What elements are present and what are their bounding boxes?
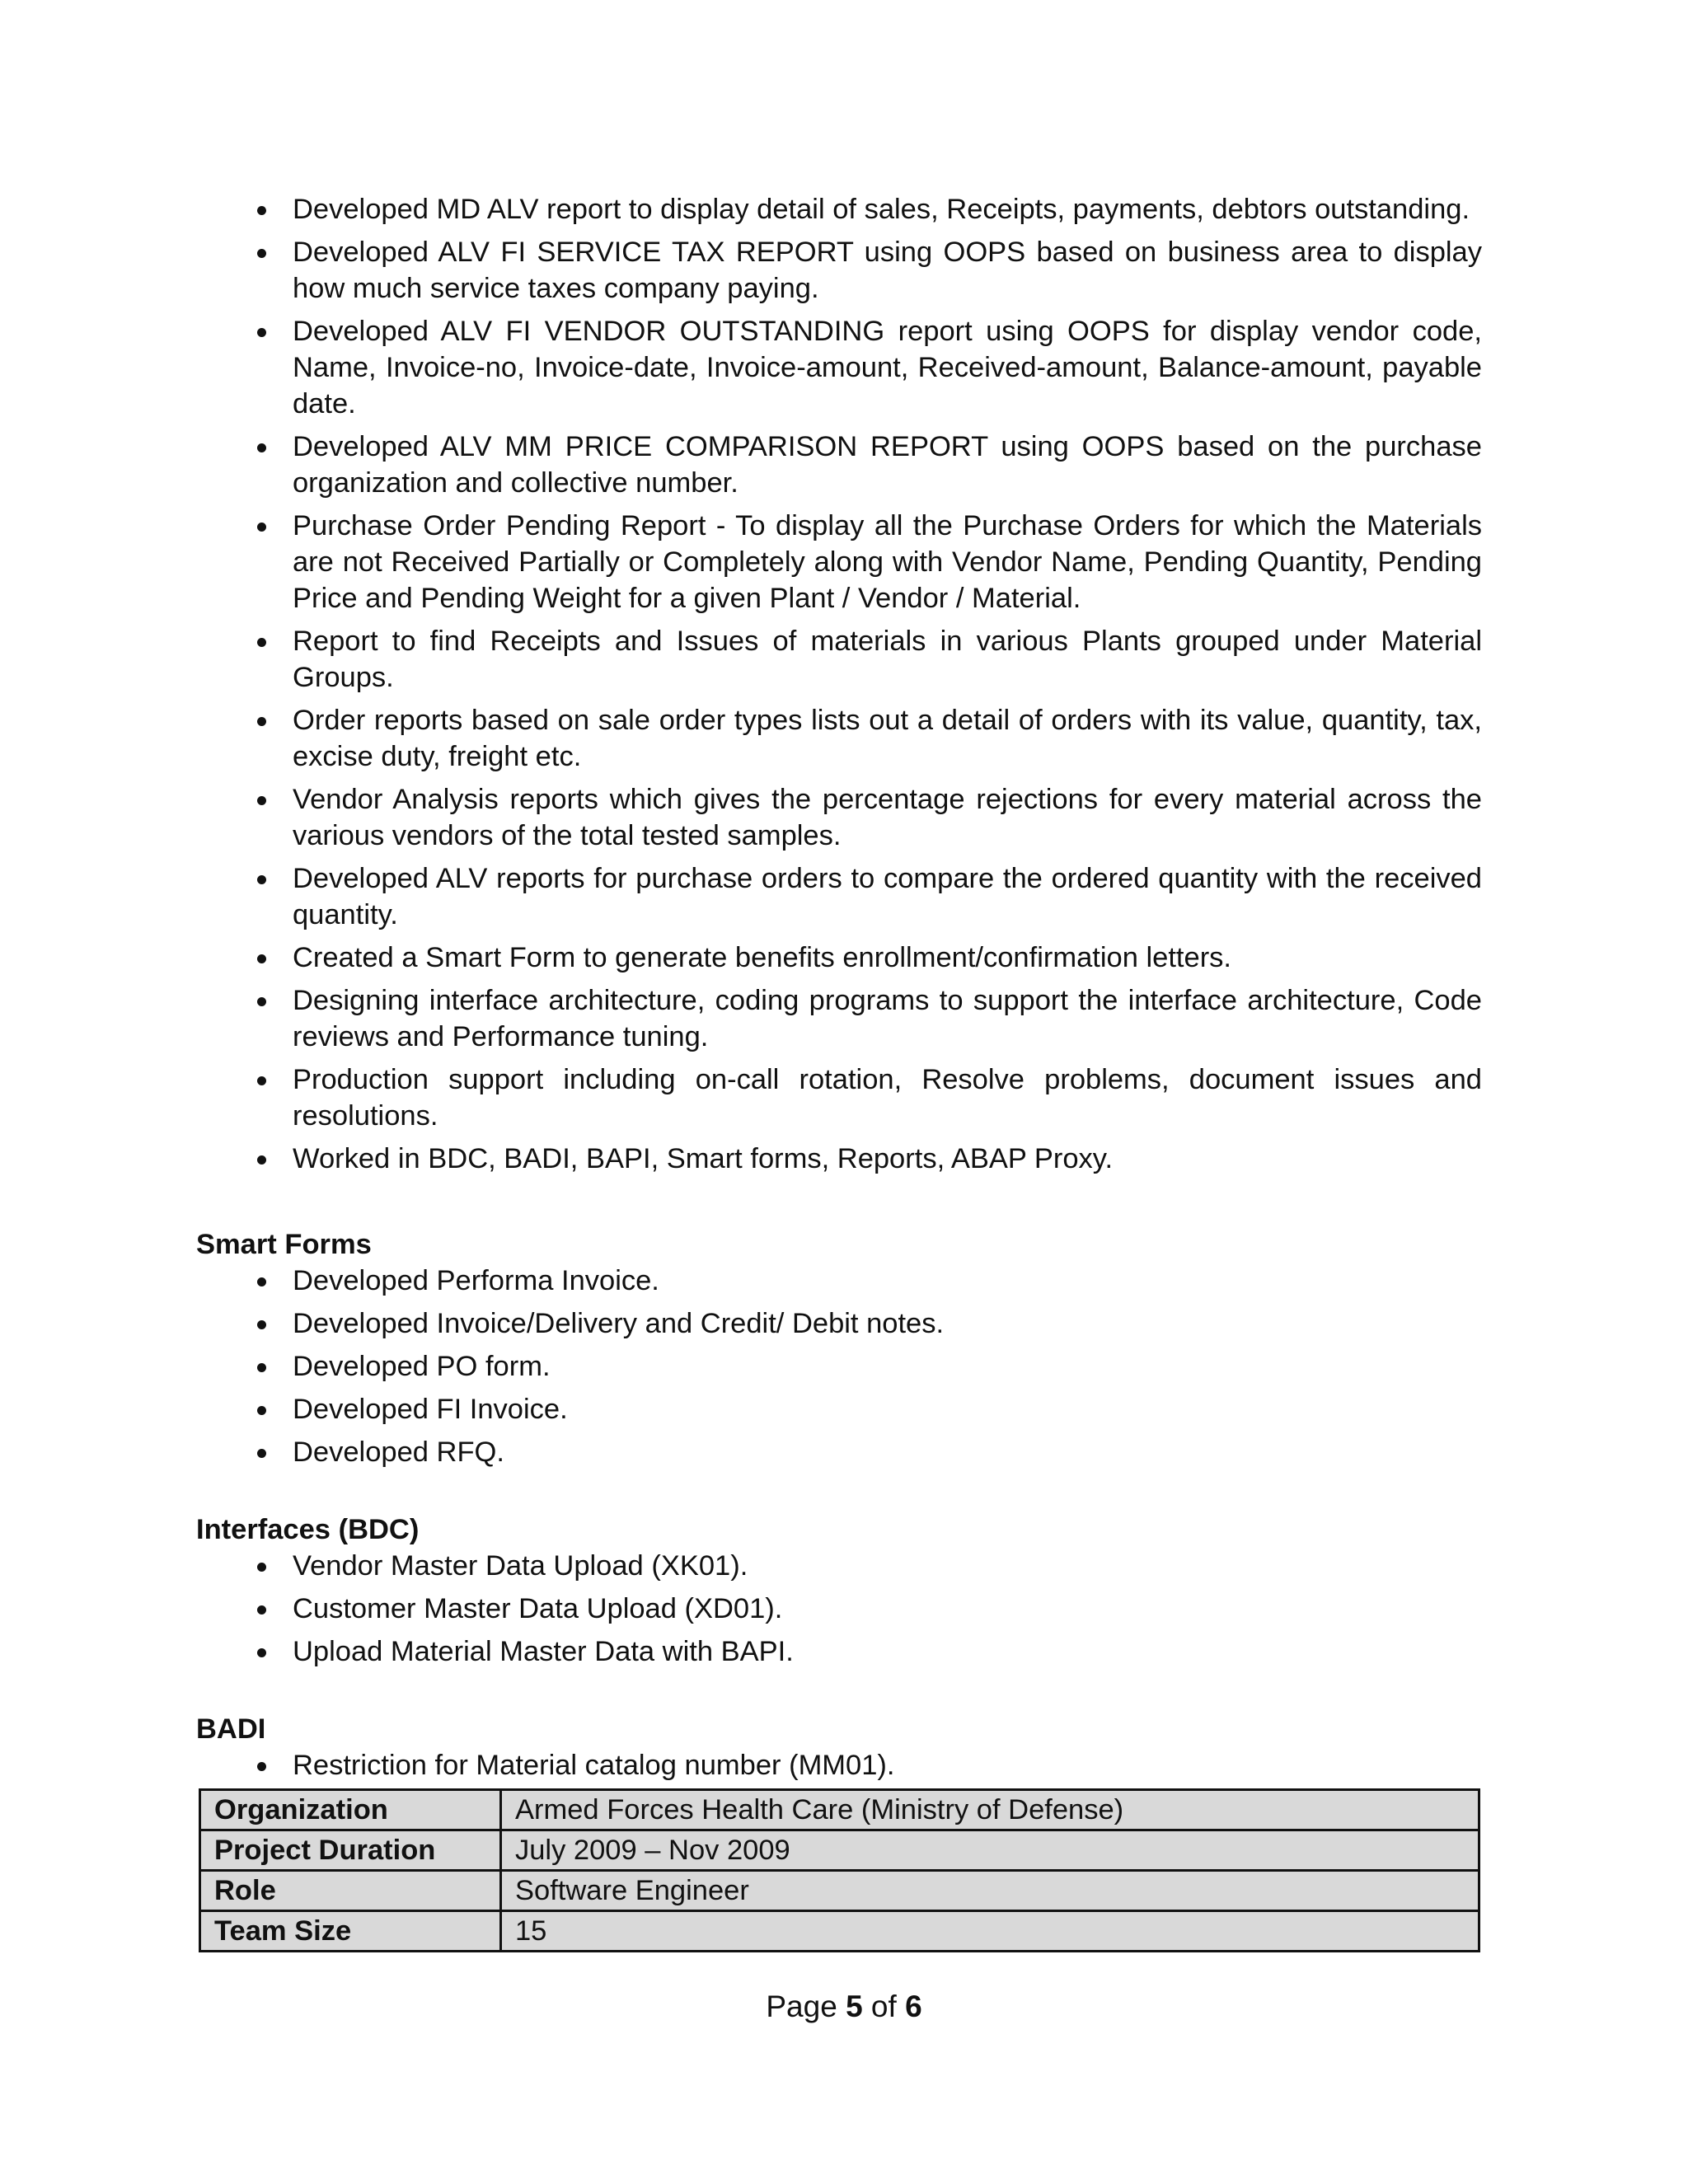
page-footer [0, 1990, 1688, 2024]
list-item: Report to find Receipts and Issues of materials in various Plants grouped under Material Groups. [196, 623, 1482, 696]
list-item: Developed PO form. [196, 1348, 1482, 1385]
table-value-cell: Software Engineer [501, 1871, 1479, 1911]
list-item: Developed ALV reports for purchase orders to compare the ordered quantity with the received quantity. [196, 860, 1482, 933]
table-label-cell: Organization [200, 1790, 501, 1830]
table-row [200, 1830, 1479, 1871]
bullet-icon [257, 1320, 266, 1329]
bullet-icon [257, 443, 266, 452]
bullet-icon [257, 717, 266, 726]
list-item: Designing interface architecture, coding programs to support the interface architecture, Code reviews and Performance tuning. [196, 982, 1482, 1055]
bullet-icon [257, 1363, 266, 1372]
bullet-icon [257, 1406, 266, 1415]
list-item: Developed ALV MM PRICE COMPARISON REPORT using OOPS based on the purchase organization and collective number. [196, 429, 1482, 501]
list-item: Developed FI Invoice. [196, 1391, 1482, 1427]
list-item: Upload Material Master Data with BAPI. [196, 1633, 1482, 1670]
bullet-icon [257, 875, 266, 884]
bullet-icon [257, 1449, 266, 1458]
smart-forms-heading: Smart Forms [196, 1229, 372, 1260]
intro-bullet-list [196, 191, 1482, 1177]
badi-heading: BADI [196, 1713, 266, 1745]
bullet-icon [257, 954, 266, 963]
list-item: Vendor Master Data Upload (XK01). [196, 1548, 1482, 1584]
bullet-icon [257, 997, 266, 1006]
bullet-icon [257, 796, 266, 805]
list-item: Developed ALV FI SERVICE TAX REPORT using OOPS based on business area to display how much service taxes company paying. [196, 234, 1482, 307]
table-label-cell: Project Duration [200, 1830, 501, 1871]
list-item: Developed MD ALV report to display detail of sales, Receipts, payments, debtors outstanding. [196, 191, 1482, 227]
bullet-icon [257, 523, 266, 532]
bullet-icon [257, 1277, 266, 1286]
badi-list [196, 1747, 1482, 1783]
bullet-icon [257, 1155, 266, 1165]
list-item: Developed Invoice/Delivery and Credit/ Debit notes. [196, 1305, 1482, 1342]
interfaces-heading: Interfaces (BDC) [196, 1514, 420, 1545]
total-page-count: 6 [905, 1990, 922, 2023]
list-item: Worked in BDC, BADI, BAPI, Smart forms, Reports, ABAP Proxy. [196, 1141, 1482, 1177]
smart-forms-list [196, 1263, 1482, 1470]
list-item: Developed ALV FI VENDOR OUTSTANDING report using OOPS for display vendor code, Name, Invoice-no, Invoice-date, Invoice-amount, Received-amount, Balance-amount, payable date. [196, 313, 1482, 422]
bullet-icon [257, 328, 266, 337]
list-item: Order reports based on sale order types lists out a detail of orders with its value, quantity, tax, excise duty, freight etc. [196, 702, 1482, 775]
bullet-icon [257, 206, 266, 215]
table-row [200, 1911, 1479, 1952]
list-item: Vendor Analysis reports which gives the percentage rejections for every material across the various vendors of the total tested samples. [196, 781, 1482, 854]
list-item: Developed Performa Invoice. [196, 1263, 1482, 1299]
table-value-cell: 15 [501, 1911, 1479, 1952]
of-word: of [870, 1990, 897, 2023]
table-row [200, 1871, 1479, 1911]
list-item: Customer Master Data Upload (XD01). [196, 1591, 1482, 1627]
table-label-cell: Team Size [200, 1911, 501, 1952]
table-label-cell: Role [200, 1871, 501, 1911]
list-item: Purchase Order Pending Report - To display all the Purchase Orders for which the Materials are not Received Partially or Completely along with Vendor Name, Pending Quantity, Pending Price and Pending Weight for a given Plant / Vendor / Material. [196, 508, 1482, 616]
page-word: Page [766, 1990, 837, 2023]
bullet-icon [257, 1762, 266, 1771]
list-item: Created a Smart Form to generate benefits enrollment/confirmation letters. [196, 940, 1482, 976]
page-content [196, 191, 1482, 1790]
bullet-icon [257, 638, 266, 647]
bullet-icon [257, 1648, 266, 1657]
list-item: Restriction for Material catalog number (MM01). [196, 1747, 1482, 1783]
table-value-cell: July 2009 – Nov 2009 [501, 1830, 1479, 1871]
bullet-icon [257, 249, 266, 258]
interfaces-list [196, 1548, 1482, 1670]
list-item: Developed RFQ. [196, 1434, 1482, 1470]
list-item: Production support including on-call rotation, Resolve problems, document issues and resolutions. [196, 1062, 1482, 1134]
table-value-cell: Armed Forces Health Care (Ministry of Defense) [501, 1790, 1479, 1830]
bullet-icon [257, 1563, 266, 1572]
bullet-icon [257, 1605, 266, 1615]
project-info-table [199, 1788, 1480, 1952]
bullet-icon [257, 1076, 266, 1085]
current-page-number: 5 [846, 1990, 863, 2023]
table-row [200, 1790, 1479, 1830]
